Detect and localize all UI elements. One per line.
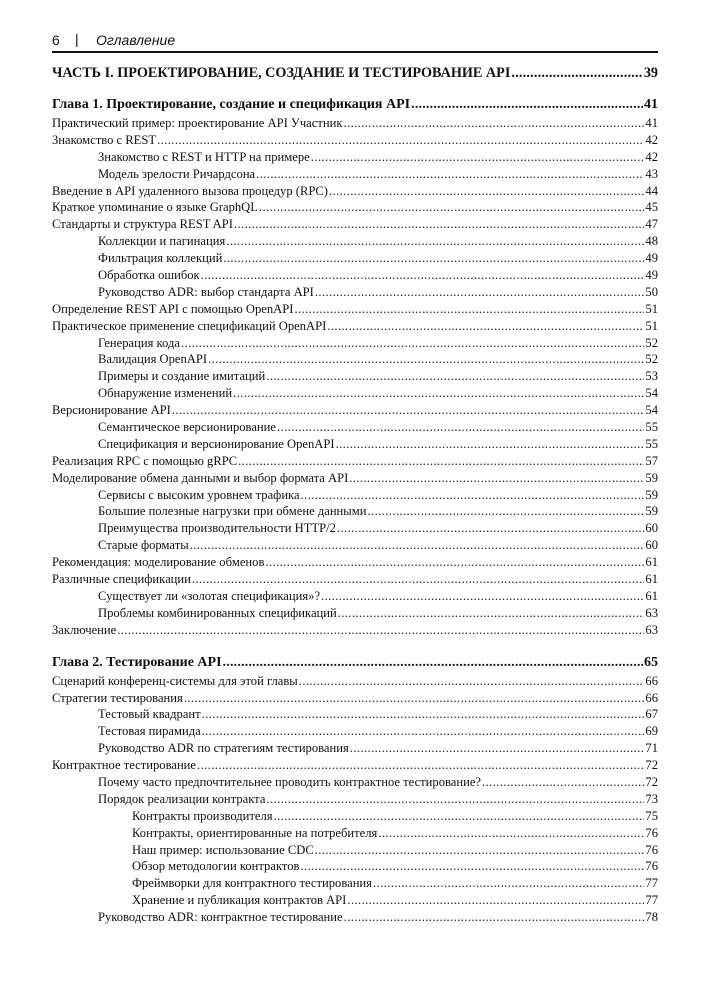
toc-part-page: 39: [643, 65, 658, 81]
toc-entry-title: Модель зрелости Ричардсона: [98, 166, 256, 181]
toc-entry-title: Определение REST API с помощью OpenAPI: [52, 301, 294, 316]
toc-entry-title: Фильтрация коллекций: [98, 251, 223, 266]
toc-entry: [52, 757, 658, 774]
leader-dots: [117, 622, 644, 639]
leader-dots: [184, 690, 645, 707]
leader-dots: [233, 385, 644, 402]
leader-dots: [299, 673, 645, 690]
toc-entry: [52, 183, 658, 200]
toc-entry-page: 71: [645, 741, 658, 756]
toc-chapter-page: 65: [644, 654, 658, 670]
toc-entry-title: Тестовый квадрант: [98, 707, 201, 722]
toc-entry-page: 52: [645, 352, 658, 367]
toc-entry-title: Стратегии тестирования: [52, 690, 183, 705]
toc-subentry: [52, 740, 658, 757]
toc-entry-page: 76: [645, 859, 658, 874]
toc-subentry: [52, 368, 658, 385]
leader-dots: [337, 520, 644, 537]
toc-entry-page: 76: [645, 825, 658, 840]
toc-subentry: [52, 166, 658, 183]
toc-entry-page: 57: [645, 453, 658, 468]
toc-entry-page: 75: [645, 808, 658, 823]
toc-entry-page: 51: [645, 301, 658, 316]
toc-chapter: [52, 653, 658, 673]
toc-entry: [52, 318, 658, 335]
leader-dots: [344, 909, 645, 926]
header-rule: [52, 51, 658, 53]
toc-entry-title: Тестовая пирамида: [98, 724, 201, 739]
toc-entry-title: Обзор методологии контрактов: [132, 859, 300, 874]
toc-entry: [52, 132, 658, 149]
toc-entry-page: 59: [645, 487, 658, 502]
leader-dots: [301, 487, 645, 504]
toc-entry-title: Моделирование обмена данными и выбор формата API: [52, 470, 349, 485]
leader-dots: [311, 149, 645, 166]
leader-dots: [329, 183, 644, 200]
toc-entry-title: Семантическое версионирование: [98, 420, 276, 435]
toc-subentry: [52, 520, 658, 537]
toc-entry-title: Контракты, ориентированные на потребителя: [132, 825, 378, 840]
leader-dots: [277, 419, 644, 436]
toc-entry-page: 54: [645, 386, 658, 401]
leader-dots: [294, 301, 644, 318]
toc-entry: [52, 470, 658, 487]
toc-entry-page: 47: [645, 217, 658, 232]
toc-entry-page: 43: [645, 166, 658, 181]
toc-entry-title: Версионирование API: [52, 403, 171, 418]
toc-subentry: [52, 233, 658, 250]
toc-entry-page: 44: [645, 183, 658, 198]
leader-dots: [208, 351, 644, 368]
toc-subsubentry: [52, 892, 658, 909]
toc-chapter: [52, 95, 658, 115]
leader-dots: [349, 470, 644, 487]
toc-subentry: [52, 250, 658, 267]
leader-dots: [274, 808, 645, 825]
leader-dots: [482, 774, 644, 791]
toc-chapter-title: Глава 1. Проектирование, создание и спецификация API: [52, 97, 411, 112]
toc-entry-page: 73: [645, 791, 658, 806]
toc-entry-page: 67: [645, 707, 658, 722]
toc-entry-page: 48: [645, 234, 658, 249]
toc-entry-page: 61: [645, 588, 658, 603]
leader-dots: [327, 318, 644, 335]
toc-entry-page: 50: [645, 284, 658, 299]
toc-entry-title: Фреймворки для контрактного тестирования: [132, 876, 372, 891]
toc-entry-title: Обнаружение изменений: [98, 386, 233, 401]
toc-entry-title: Генерация кода: [98, 335, 180, 350]
toc-subentry: [52, 149, 658, 166]
toc-entry-title: Наш пример: использование CDC: [132, 842, 314, 857]
toc-entry-title: Коллекции и пагинация: [98, 234, 226, 249]
toc-entry-page: 51: [645, 318, 658, 333]
leader-dots: [300, 858, 644, 875]
leader-dots: [202, 706, 645, 723]
toc-entry: [52, 216, 658, 233]
toc-entry: [52, 301, 658, 318]
toc-subentry: [52, 419, 658, 436]
toc-entry: [52, 199, 658, 216]
toc-entry-title: Знакомство с REST и HTTP на примере: [98, 149, 310, 164]
toc-entry-page: 45: [645, 200, 658, 215]
toc-entry-title: Валидация OpenAPI: [98, 352, 208, 367]
toc-entry-title: Хранение и публикация контрактов API: [132, 893, 347, 908]
leader-dots: [378, 825, 644, 842]
toc-subsubentry: [52, 875, 658, 892]
toc-entry-page: 60: [645, 521, 658, 536]
leader-dots: [343, 115, 644, 132]
toc-subentry: [52, 284, 658, 301]
toc-entry: [52, 673, 658, 690]
toc-subentry: [52, 385, 658, 402]
header-separator: |: [75, 31, 79, 47]
toc-entry-page: 77: [645, 876, 658, 891]
leader-dots: [336, 436, 645, 453]
toc-entry: [52, 115, 658, 132]
toc-entry-page: 42: [645, 149, 658, 164]
leader-dots: [201, 267, 645, 284]
toc-entry: [52, 690, 658, 707]
toc-entry-page: 61: [645, 555, 658, 570]
leader-dots: [190, 537, 645, 554]
toc-subsubentry: [52, 825, 658, 842]
leader-dots: [256, 166, 644, 183]
toc-entry-title: Стандарты и структура REST API: [52, 217, 233, 232]
toc-subentry: [52, 774, 658, 791]
toc-entry-title: Реализация RPC с помощью gRPC: [52, 453, 238, 468]
toc-entry-title: Различные спецификации: [52, 572, 191, 587]
toc-subentry: [52, 503, 658, 520]
toc-entry: [52, 622, 658, 639]
leader-dots: [350, 740, 645, 757]
toc-entry-page: 59: [645, 504, 658, 519]
toc-subentry: [52, 537, 658, 554]
leader-dots: [338, 605, 645, 622]
leader-dots: [226, 233, 644, 250]
leader-dots: [321, 588, 644, 605]
leader-dots: [266, 368, 644, 385]
toc-subentry: [52, 791, 658, 808]
leader-dots: [223, 653, 643, 673]
toc-entry-title: Порядок реализации контракта: [98, 791, 266, 806]
leader-dots: [259, 199, 644, 216]
leader-dots: [181, 335, 644, 352]
toc-entry-title: Руководство ADR: контрактное тестирование: [98, 910, 343, 925]
toc-entry-page: 78: [645, 910, 658, 925]
toc-subentry: [52, 351, 658, 368]
toc-entry-page: 42: [645, 132, 658, 147]
toc-entry-title: Краткое упоминание о языке GraphQL: [52, 200, 258, 215]
toc-entry-title: Практическое применение спецификаций OpenAPI: [52, 318, 327, 333]
toc-entry: [52, 571, 658, 588]
toc-chapter-title: Глава 2. Тестирование API: [52, 654, 222, 670]
toc-subentry: [52, 436, 658, 453]
leader-dots: [192, 571, 645, 588]
toc-entry-page: 63: [645, 605, 658, 620]
toc-entry-page: 72: [645, 774, 658, 789]
toc-entry: [52, 554, 658, 571]
toc-entry-title: Обработка ошибок: [98, 268, 200, 283]
running-title: Оглавление: [96, 32, 176, 48]
toc-entry-page: 63: [645, 622, 658, 637]
table-of-contents: [52, 62, 658, 926]
toc-subsubentry: [52, 858, 658, 875]
toc-entry-page: 76: [645, 842, 658, 857]
toc-entry-page: 49: [645, 251, 658, 266]
leader-dots: [347, 892, 644, 909]
toc-subentry: [52, 588, 658, 605]
toc-entry-page: 72: [645, 758, 658, 773]
page-number: 6: [52, 32, 60, 48]
leader-dots: [234, 216, 644, 233]
leader-dots: [315, 284, 645, 301]
leader-dots: [172, 402, 645, 419]
toc-subsubentry: [52, 842, 658, 859]
toc-subentry: [52, 723, 658, 740]
toc-entry-title: Сервисы с высоким уровнем трафика: [98, 487, 300, 502]
leader-dots: [223, 250, 644, 267]
toc-entry-title: Руководство ADR: выбор стандарта API: [98, 284, 314, 299]
toc-entry-page: 55: [645, 436, 658, 451]
running-header: [52, 30, 658, 50]
toc-subentry: [52, 267, 658, 284]
toc-entry-page: 41: [645, 116, 658, 130]
toc-entry-title: Контракты производителя: [132, 808, 273, 823]
toc-entry-title: Руководство ADR по стратегиям тестирования: [98, 741, 349, 756]
toc-entry-title: Большие полезные нагрузки при обмене данными: [98, 504, 367, 519]
leader-dots: [266, 791, 644, 808]
toc-entry-title: Знакомство с REST: [52, 132, 157, 147]
toc-subentry: [52, 335, 658, 352]
toc-subsubentry: [52, 808, 658, 825]
toc-entry: [52, 402, 658, 419]
toc-entry-page: 55: [645, 420, 658, 435]
toc-entry-page: 52: [645, 335, 658, 350]
toc-entry-title: Проблемы комбинированных спецификаций: [98, 605, 337, 620]
leader-dots: [157, 132, 644, 149]
toc-subentry: [52, 605, 658, 622]
leader-dots: [411, 95, 643, 115]
toc-entry-page: 61: [645, 572, 658, 587]
toc-subentry: [52, 706, 658, 723]
toc-subentry: [52, 487, 658, 504]
toc-entry-title: Практический пример: проектирование API Участник: [52, 116, 343, 130]
toc-entry-page: 77: [645, 893, 658, 908]
toc-entry-page: 54: [645, 403, 658, 418]
leader-dots: [197, 757, 644, 774]
toc-entry-title: Заключение: [52, 622, 117, 637]
toc-entry-title: Сценарий конференц-системы для этой главы: [52, 673, 298, 688]
toc-entry-title: Введение в API удаленного вызова процедур (RPC): [52, 183, 328, 198]
toc-entry-page: 59: [645, 470, 658, 485]
leader-dots: [511, 62, 642, 85]
toc-entry-title: Почему часто предпочтительнее проводить контрактное тестирование?: [98, 774, 482, 789]
leader-dots: [202, 723, 645, 740]
toc-entry-page: 69: [645, 724, 658, 739]
toc-part-title: ЧАСТЬ I. ПРОЕКТИРОВАНИЕ, СОЗДАНИЕ И ТЕСТИРОВАНИЕ API: [52, 65, 511, 81]
toc-part: [52, 62, 658, 85]
toc-entry-title: Существует ли «золотая спецификация»?: [98, 588, 321, 603]
toc-entry-page: 49: [645, 268, 658, 283]
toc-entry-page: 66: [645, 690, 658, 705]
toc-entry-title: Контрактное тестирование: [52, 758, 197, 773]
toc-chapter-page: 41: [644, 97, 658, 112]
leader-dots: [367, 503, 644, 520]
toc-subentry: [52, 909, 658, 926]
toc-entry-page: 53: [645, 369, 658, 384]
leader-dots: [315, 842, 645, 859]
toc-entry-page: 60: [645, 538, 658, 553]
toc-entry-title: Старые форматы: [98, 538, 189, 553]
toc-entry: [52, 453, 658, 470]
toc-entry-page: 66: [645, 673, 658, 688]
toc-entry-title: Примеры и создание имитаций: [98, 369, 266, 384]
leader-dots: [265, 554, 644, 571]
toc-entry-title: Спецификация и версионирование OpenAPI: [98, 436, 335, 451]
leader-dots: [373, 875, 644, 892]
toc-entry-title: Рекомендация: моделирование обменов: [52, 555, 265, 570]
toc-entry-title: Преимущества производительности HTTP/2: [98, 521, 336, 536]
leader-dots: [238, 453, 644, 470]
